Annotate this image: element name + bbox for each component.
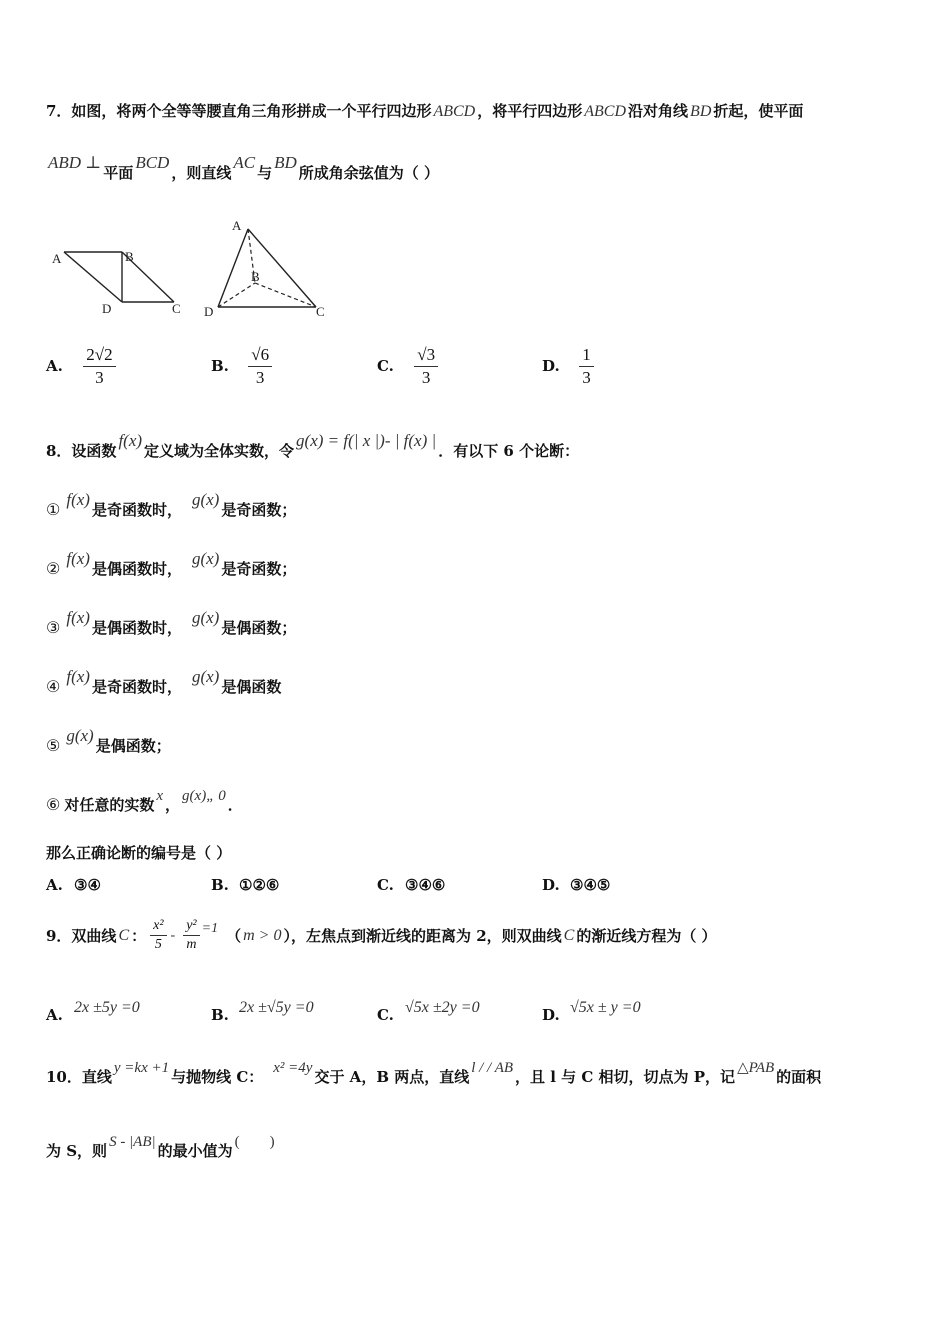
label-a: A <box>52 251 62 266</box>
label-d: D <box>102 301 112 316</box>
label-a: A <box>232 218 242 233</box>
edge-db <box>218 283 255 307</box>
q7-option-b[interactable]: B. $\frac{√6}{3}$ <box>211 345 272 388</box>
edge-ac <box>248 229 316 307</box>
q8-statement-3: ③f(x)是偶函数时，g(x)是偶函数； <box>46 608 297 637</box>
q7-line2: ABD ⊥平面BCD，则直线AC与BD所成角余弦值为（ ） <box>48 153 439 182</box>
q7-option-c[interactable]: C. $\frac{√3}{3}$ <box>377 345 438 388</box>
edge-ad <box>218 229 248 307</box>
parallelogram-figure <box>46 240 196 320</box>
label-c: C <box>316 304 325 319</box>
q7-option-a[interactable]: A. $\frac{2√2}{3}$ <box>46 345 116 388</box>
q9-stem: 9．双曲线 C ： $\frac{\text{x²}}{5}$ - $\frac{\text{y²}}{m}$ =1 （ m > 0 ），左焦点到渐近线的距离为 2，则双曲线 C 的渐近线方程为（ ） <box>46 918 717 952</box>
q9-option-b[interactable]: B. 2x ±√5y =0 <box>211 999 314 1024</box>
q9-fraction-y: $\frac{\text{y²}}{m}$ <box>183 918 199 953</box>
q8-option-d[interactable]: D. ③④⑤ <box>542 876 611 894</box>
label-d: D <box>204 304 214 319</box>
q9-option-d[interactable]: D. √5x ± y =0 <box>542 999 641 1024</box>
q9-fraction-x: $\frac{\text{x²}}{5}$ <box>150 918 166 953</box>
q8-option-a[interactable]: A. ③④ <box>46 876 101 894</box>
q10-line2: 为 S，则 S - |AB| 的最小值为 ( ) <box>46 1134 275 1160</box>
label-b: B <box>251 269 260 284</box>
q8-statement-5: ⑤g(x)是偶函数； <box>46 726 171 755</box>
q8-statement-4: ④f(x)是奇函数时，g(x)是偶函数 <box>46 667 282 696</box>
q7-option-d[interactable]: D. $\frac{1}{3}$ <box>542 345 594 388</box>
q9-option-c[interactable]: C. √5x ±2y =0 <box>377 999 480 1024</box>
label-b: B <box>125 249 134 264</box>
q8-statement-2: ②f(x)是偶函数时，g(x)是奇函数； <box>46 549 297 578</box>
label-c: C <box>172 301 181 316</box>
q8-option-c[interactable]: C. ③④⑥ <box>377 876 446 894</box>
q8-statement-6: ⑥ 对任意的实数 x ， g(x)„ 0 ． <box>46 788 243 814</box>
edge-bc <box>255 283 316 307</box>
q8-statement-1: ①f(x)是奇函数时，g(x)是奇函数； <box>46 490 297 519</box>
q10-line1: 10．直线 y =kx +1 与抛物线 C： x² =4y 交于 A，B 两点，直线 l / / AB ，且 l 与 C 相切，切点为 P，记 △PAB 的面积 <box>46 1060 822 1086</box>
q8-option-b[interactable]: B. ①②⑥ <box>211 876 280 894</box>
q9-option-a[interactable]: A. 2x ±5y =0 <box>46 999 140 1024</box>
q7-line1: 7．如图，将两个全等等腰直角三角形拼成一个平行四边形 ABCD ，将平行四边形 ABCD 沿对角线 BD 折起，使平面 <box>46 102 804 120</box>
q8-intro: 8．设函数f(x)定义域为全体实数，令g(x) = f(| x |)- | f(x) |．有以下 6 个论断： <box>46 431 580 460</box>
q8-question: 那么正确论断的编号是（ ） <box>46 844 232 862</box>
edge-ad <box>64 252 122 302</box>
tetrahedron-figure <box>200 215 340 325</box>
